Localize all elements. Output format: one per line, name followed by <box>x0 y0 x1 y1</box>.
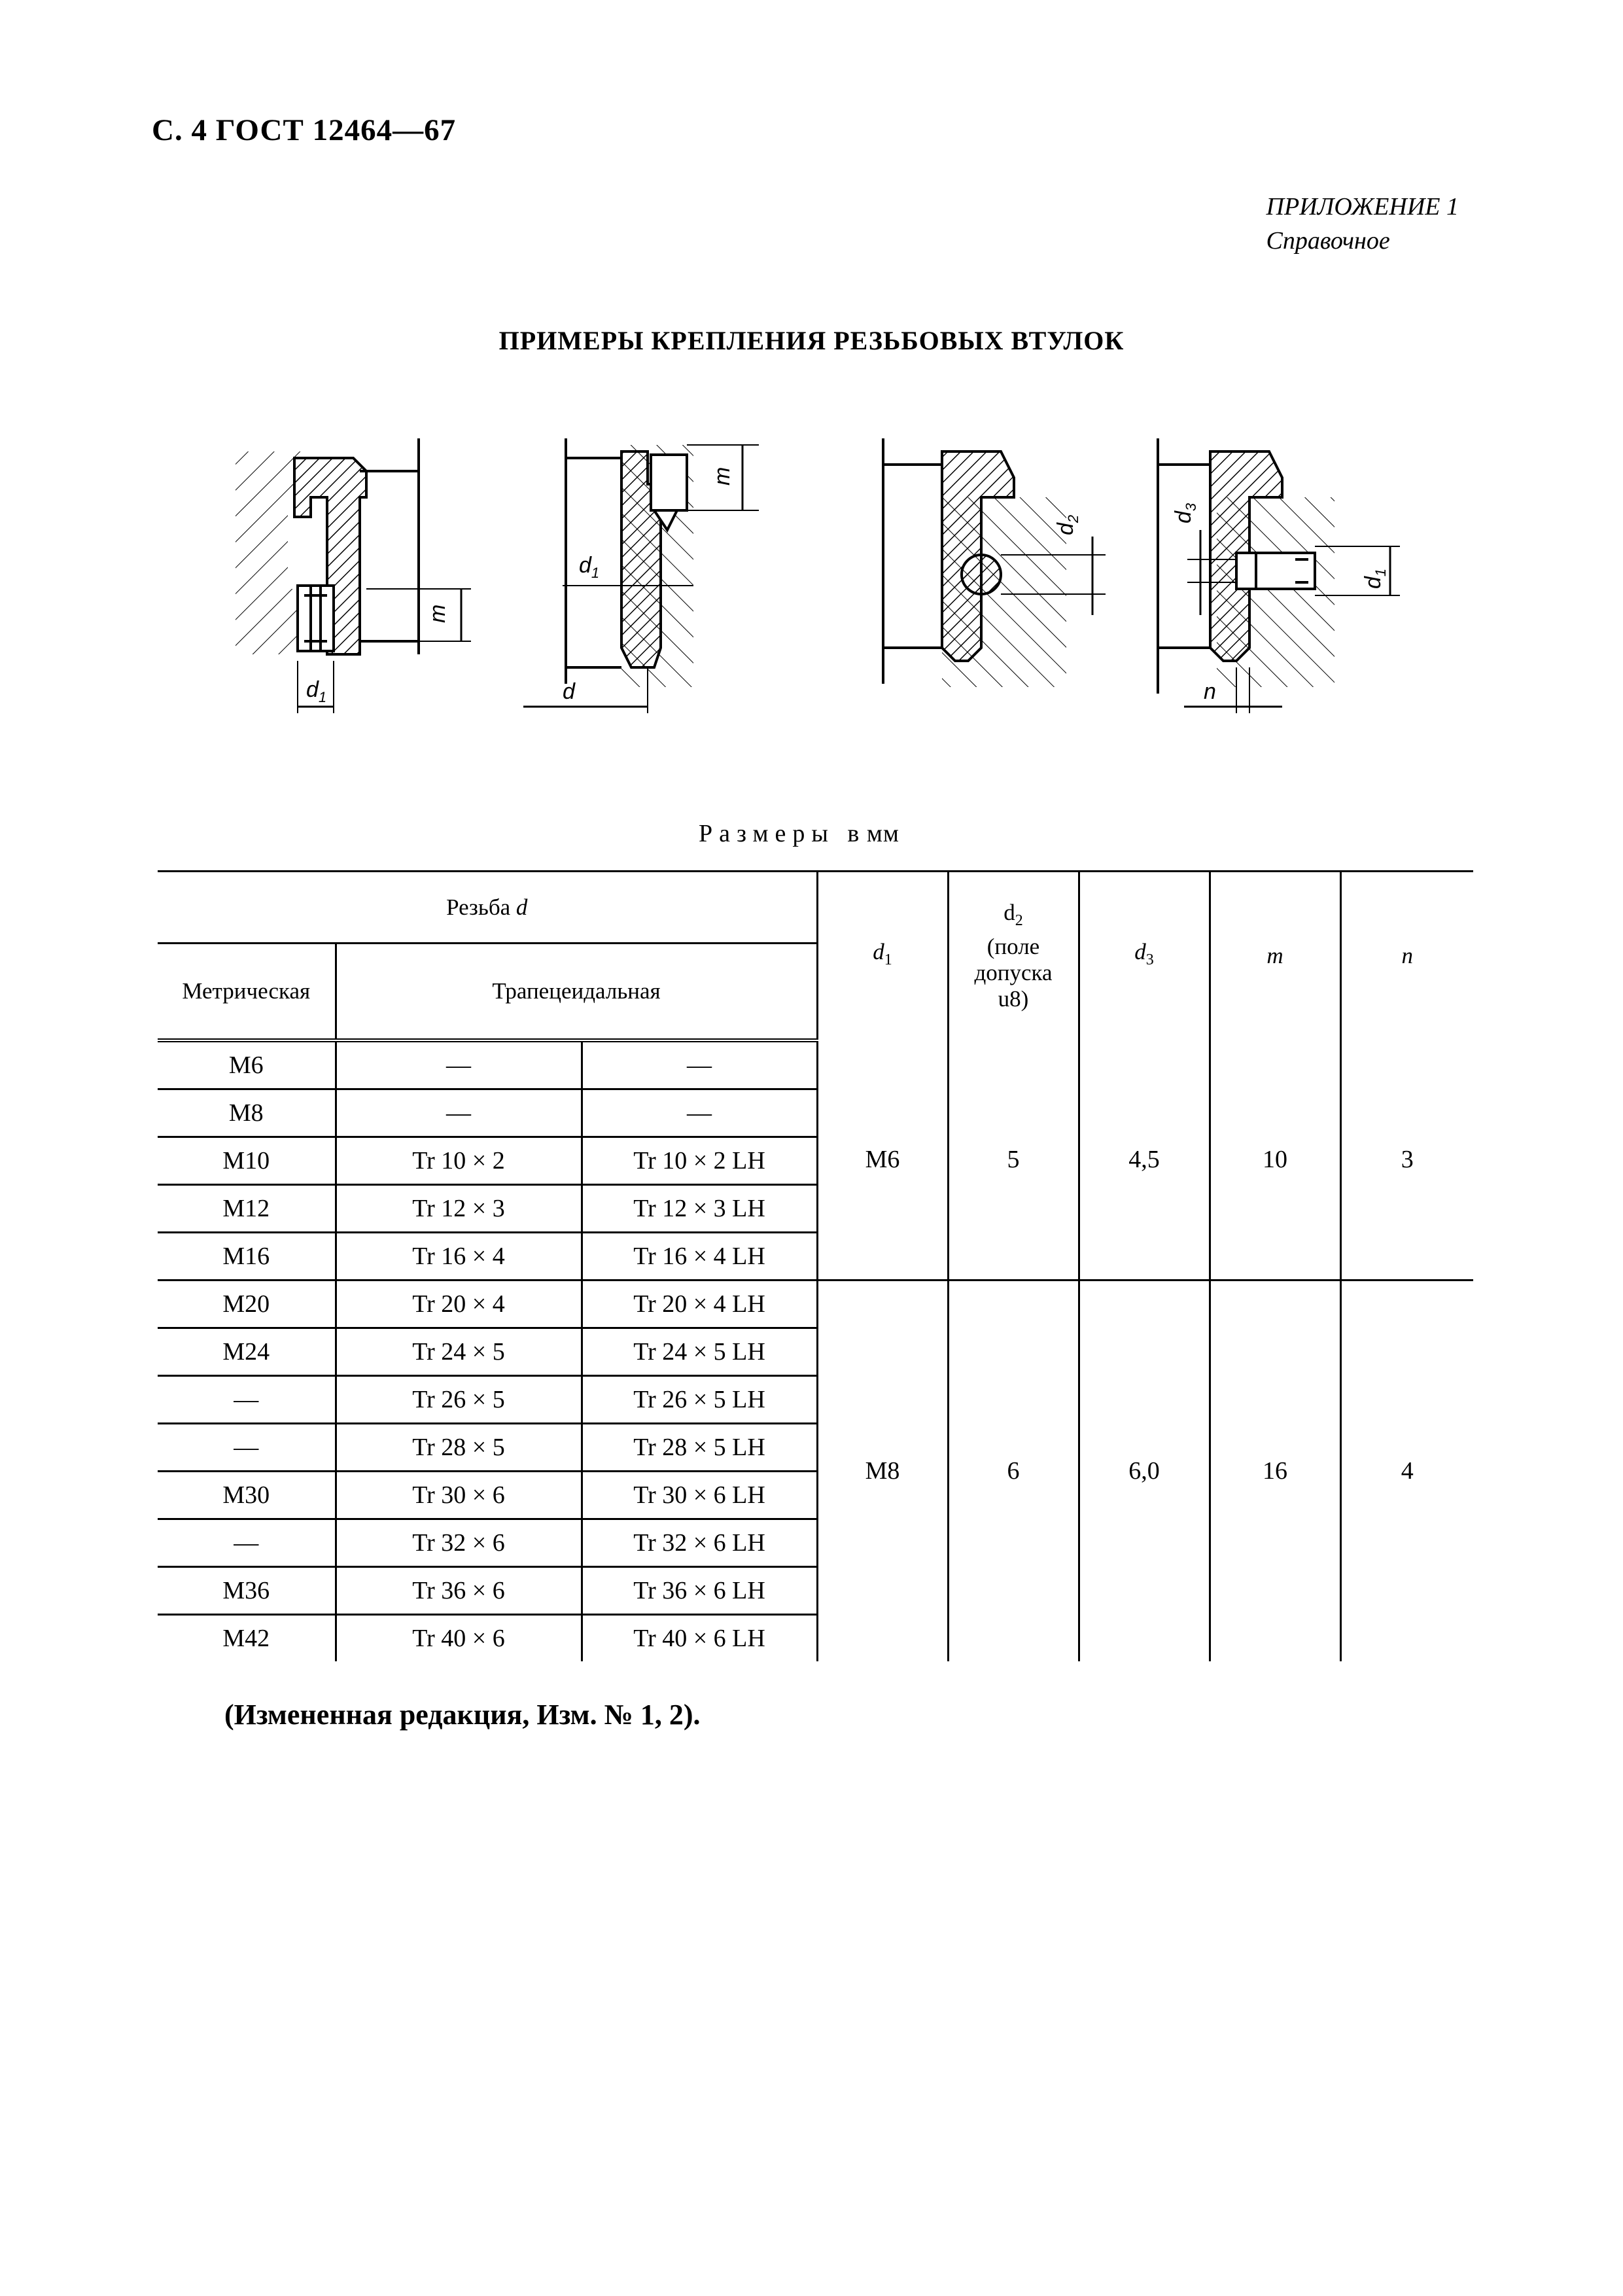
d1-cell: M8 <box>817 1280 948 1661</box>
trapezoid-lh-cell: Tr 24 × 5 LH <box>582 1328 817 1375</box>
trapezoid-lh-cell: Tr 30 × 6 LH <box>582 1471 817 1519</box>
trapezoid-lh-cell: Tr 10 × 2 LH <box>582 1137 817 1184</box>
metric-cell: M8 <box>158 1089 336 1137</box>
metric-header: Метрическая <box>158 944 336 1040</box>
metric-cell: — <box>158 1519 336 1566</box>
fig2-d-label: d <box>563 679 575 704</box>
metric-cell: — <box>158 1423 336 1471</box>
figure-1 <box>236 438 471 713</box>
trapezoid-cell: Tr 26 × 5 <box>336 1375 582 1423</box>
trapezoid-cell: Tr 16 × 4 <box>336 1232 582 1280</box>
n-cell: 3 <box>1340 1040 1473 1280</box>
metric-cell: M20 <box>158 1280 336 1328</box>
trapezoid-cell: Tr 12 × 3 <box>336 1184 582 1232</box>
n-header: n <box>1340 872 1473 1040</box>
fig1-d1-label: $d_1$ <box>306 677 327 705</box>
trapezoid-lh-cell: Tr 28 × 5 LH <box>582 1423 817 1471</box>
n-cell: 4 <box>1340 1280 1473 1661</box>
units-unit: в мм <box>847 820 899 847</box>
metric-cell: M24 <box>158 1328 336 1375</box>
trapezoid-cell: Tr 36 × 6 <box>336 1566 582 1614</box>
trapezoid-lh-cell: Tr 36 × 6 LH <box>582 1566 817 1614</box>
metric-cell: M36 <box>158 1566 336 1614</box>
d1-cell: M6 <box>817 1040 948 1280</box>
trapezoid-cell: Tr 28 × 5 <box>336 1423 582 1471</box>
trapezoid-cell: — <box>336 1040 582 1089</box>
trapezoid-lh-cell: Tr 16 × 4 LH <box>582 1232 817 1280</box>
thread-header: Резьба d <box>158 872 817 944</box>
trapezoid-cell: Tr 24 × 5 <box>336 1328 582 1375</box>
d1-header: $d_1$ <box>817 872 948 1040</box>
fastening-drawings <box>196 425 1439 726</box>
d3-cell: 4,5 <box>1079 1040 1210 1280</box>
d3-cell: 6,0 <box>1079 1280 1210 1661</box>
d3-header: $d_3$ <box>1079 872 1210 1040</box>
trapezoid-lh-cell: Tr 12 × 3 LH <box>582 1184 817 1232</box>
fig4-d1-label: $d_1$ <box>1361 568 1389 589</box>
trapezoid-lh-cell: Tr 26 × 5 LH <box>582 1375 817 1423</box>
fig4-d3-label: $d_3$ <box>1171 503 1199 523</box>
trapezoid-cell: Tr 40 × 6 <box>336 1614 582 1661</box>
trapezoid-lh-cell: Tr 32 × 6 LH <box>582 1519 817 1566</box>
fig4-n-label: n <box>1204 679 1216 704</box>
units-word: Размеры <box>699 820 835 847</box>
trapezoid-lh-cell: — <box>582 1089 817 1137</box>
trapezoid-lh-cell: Tr 20 × 4 LH <box>582 1280 817 1328</box>
units-caption <box>699 819 899 848</box>
trapezoid-cell: Tr 20 × 4 <box>336 1280 582 1328</box>
m-cell: 10 <box>1210 1040 1340 1280</box>
trapezoid-cell: Tr 32 × 6 <box>336 1519 582 1566</box>
m-header: m <box>1210 872 1340 1040</box>
metric-cell: M6 <box>158 1040 336 1089</box>
fig3-d2-label: $d_2$ <box>1053 514 1081 535</box>
d2-cell: 5 <box>948 1040 1079 1280</box>
fig2-d1-label: $d_1$ <box>579 553 600 581</box>
trapezoid-lh-cell: — <box>582 1040 817 1089</box>
metric-cell: — <box>158 1375 336 1423</box>
amendment-note: (Измененная редакция, Изм. № 1, 2). <box>224 1699 701 1731</box>
trapezoid-cell: Tr 30 × 6 <box>336 1471 582 1519</box>
metric-cell: M30 <box>158 1471 336 1519</box>
metric-cell: M12 <box>158 1184 336 1232</box>
fig1-m-label: m <box>425 604 450 623</box>
figure-3 <box>883 438 1106 687</box>
fig2-m-label: m <box>710 467 735 486</box>
appendix-label <box>1266 190 1459 258</box>
document-title: ПРИМЕРЫ КРЕПЛЕНИЯ РЕЗЬБОВЫХ ВТУЛОК <box>498 326 1125 355</box>
metric-cell: M16 <box>158 1232 336 1280</box>
trapezoid-cell: Tr 10 × 2 <box>336 1137 582 1184</box>
figure-4 <box>1158 438 1400 713</box>
trapezoid-header: Трапецеидальная <box>336 944 817 1040</box>
appendix-kind: Справочное <box>1266 227 1390 255</box>
page-header: С. 4 ГОСТ 12464—67 <box>152 113 457 147</box>
d2-cell: 6 <box>948 1280 1079 1661</box>
m-cell: 16 <box>1210 1280 1340 1661</box>
d2-header: $d_2$ (поле допуска u8) <box>948 872 1079 1040</box>
metric-cell: M10 <box>158 1137 336 1184</box>
dimensions-table <box>158 870 1473 1661</box>
trapezoid-cell: — <box>336 1089 582 1137</box>
metric-cell: M42 <box>222 1624 270 1652</box>
trapezoid-lh-cell: Tr 40 × 6 LH <box>582 1614 817 1661</box>
appendix-title: ПРИЛОЖЕНИЕ 1 <box>1266 193 1459 221</box>
